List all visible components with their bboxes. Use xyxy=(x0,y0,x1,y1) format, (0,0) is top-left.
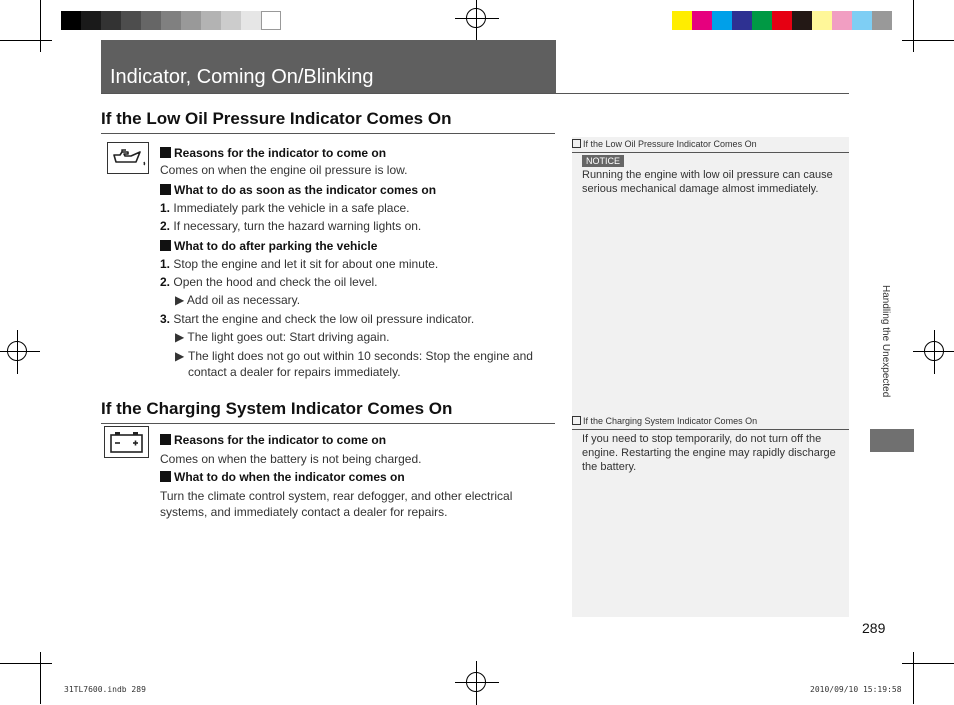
triangle-bullet-icon: ▶ xyxy=(175,293,185,307)
sub-bullet-text: Add oil as necessary. xyxy=(186,293,301,307)
page-number: 289 xyxy=(862,620,886,636)
side-note-rule xyxy=(572,152,849,153)
side-note-text-charging: If you need to stop temporarily, do not turn off the engine. Restarting the engine may rapidly discharge the battery. xyxy=(582,433,836,473)
color-swatch xyxy=(201,11,221,30)
color-swatch xyxy=(61,11,81,30)
reasons-text: Comes on when the battery is not being charged. xyxy=(160,452,422,466)
square-bullet-icon xyxy=(160,471,171,482)
color-swatch xyxy=(792,11,812,30)
step-text: Start the engine and check the low oil pressure indicator. xyxy=(173,312,475,326)
side-note-title-oil xyxy=(572,139,757,149)
color-swatch xyxy=(872,11,892,30)
reasons-heading-text: Reasons for the indicator to come on xyxy=(174,433,387,447)
color-swatch xyxy=(672,11,692,30)
sub-bullet-text: The light does not go out within 10 seconds: Stop the engine and contact a dealer for repairs immediately. xyxy=(188,349,533,379)
after-parking-heading-text: What to do after parking the vehicle xyxy=(174,239,378,253)
section-rule xyxy=(101,133,555,134)
side-tab-label: Handling the Unexpected xyxy=(880,285,891,398)
todo-heading-text: What to do when the indicator comes on xyxy=(174,470,405,484)
reasons-text: Comes on when the engine oil pressure is low. xyxy=(160,163,408,177)
color-swatch xyxy=(732,11,752,30)
list-item xyxy=(160,256,438,272)
reasons-heading xyxy=(160,433,386,447)
todo-text: Turn the climate control system, rear defogger, and other electrical systems, and immediately contact a dealer for repairs. xyxy=(160,489,513,519)
step-number: 3. xyxy=(160,312,171,326)
list-item xyxy=(160,218,421,234)
footer-file-info: 31TL7600.indb 289 xyxy=(64,685,146,694)
section-title-oil-pressure: If the Low Oil Pressure Indicator Comes On xyxy=(101,109,452,128)
side-note-rule xyxy=(572,429,849,430)
square-bullet-icon xyxy=(160,147,171,158)
color-swatch xyxy=(221,11,241,30)
color-swatch xyxy=(752,11,772,30)
step-number: 2. xyxy=(160,219,171,233)
note-marker-icon xyxy=(572,139,581,148)
triangle-bullet-icon: ▶ xyxy=(175,330,185,344)
section-rule xyxy=(101,423,555,424)
todo-heading xyxy=(160,470,405,484)
sub-bullet xyxy=(175,348,559,380)
registration-mark-top xyxy=(455,0,499,41)
color-swatch xyxy=(852,11,872,30)
chapter-header xyxy=(101,40,556,93)
oil-can-icon xyxy=(107,142,149,174)
triangle-bullet-icon: ▶ xyxy=(175,349,185,363)
step-number: 2. xyxy=(160,275,171,289)
note-marker-icon xyxy=(572,416,581,425)
color-swatch xyxy=(261,11,281,30)
notice-badge: NOTICE xyxy=(582,155,624,167)
immediate-heading xyxy=(160,183,436,197)
step-text: If necessary, turn the hazard warning lights on. xyxy=(173,219,422,233)
square-bullet-icon xyxy=(160,434,171,445)
step-text: Immediately park the vehicle in a safe place. xyxy=(173,201,410,215)
list-item xyxy=(160,200,409,216)
color-swatch xyxy=(832,11,852,30)
registration-mark-bottom xyxy=(455,661,499,705)
list-item xyxy=(160,311,474,327)
sub-bullet xyxy=(175,329,389,345)
immediate-heading-text: What to do as soon as the indicator comes on xyxy=(174,183,437,197)
side-note-title-charging xyxy=(572,416,757,426)
reasons-heading xyxy=(160,146,386,160)
registration-mark-right xyxy=(913,330,954,374)
color-swatch xyxy=(772,11,792,30)
color-swatch xyxy=(241,11,261,30)
color-swatch xyxy=(812,11,832,30)
step-text: Stop the engine and let it sit for about one minute. xyxy=(173,257,439,271)
step-number: 1. xyxy=(160,257,171,271)
side-tab-marker xyxy=(870,429,914,452)
color-swatch xyxy=(101,11,121,30)
square-bullet-icon xyxy=(160,184,171,195)
color-swatch xyxy=(181,11,201,30)
side-notes-panel xyxy=(572,137,849,617)
registration-mark-left xyxy=(0,330,40,374)
sub-bullet-text: The light goes out: Start driving again. xyxy=(187,330,390,344)
color-swatch xyxy=(141,11,161,30)
sub-bullet xyxy=(175,292,300,308)
reasons-heading-text: Reasons for the indicator to come on xyxy=(174,146,387,160)
color-swatch xyxy=(712,11,732,30)
after-parking-heading xyxy=(160,239,377,253)
square-bullet-icon xyxy=(160,240,171,251)
section-title-charging-system: If the Charging System Indicator Comes On xyxy=(101,399,453,418)
color-swatch xyxy=(121,11,141,30)
step-text: Open the hood and check the oil level. xyxy=(173,275,378,289)
list-item xyxy=(160,274,378,290)
side-note-title-text: If the Low Oil Pressure Indicator Comes On xyxy=(583,139,757,149)
chapter-rule xyxy=(101,93,849,94)
side-note-title-text: If the Charging System Indicator Comes On xyxy=(583,416,758,426)
battery-icon xyxy=(104,426,149,458)
side-note-text-oil: Running the engine with low oil pressure can cause serious mechanical damage almost immediately. xyxy=(582,169,833,195)
step-number: 1. xyxy=(160,201,171,215)
color-swatch xyxy=(692,11,712,30)
footer-timestamp: 2010/09/10 15:19:58 xyxy=(810,685,902,694)
chapter-title: Indicator, Coming On/Blinking xyxy=(110,66,374,88)
color-swatch xyxy=(161,11,181,30)
color-swatch xyxy=(81,11,101,30)
